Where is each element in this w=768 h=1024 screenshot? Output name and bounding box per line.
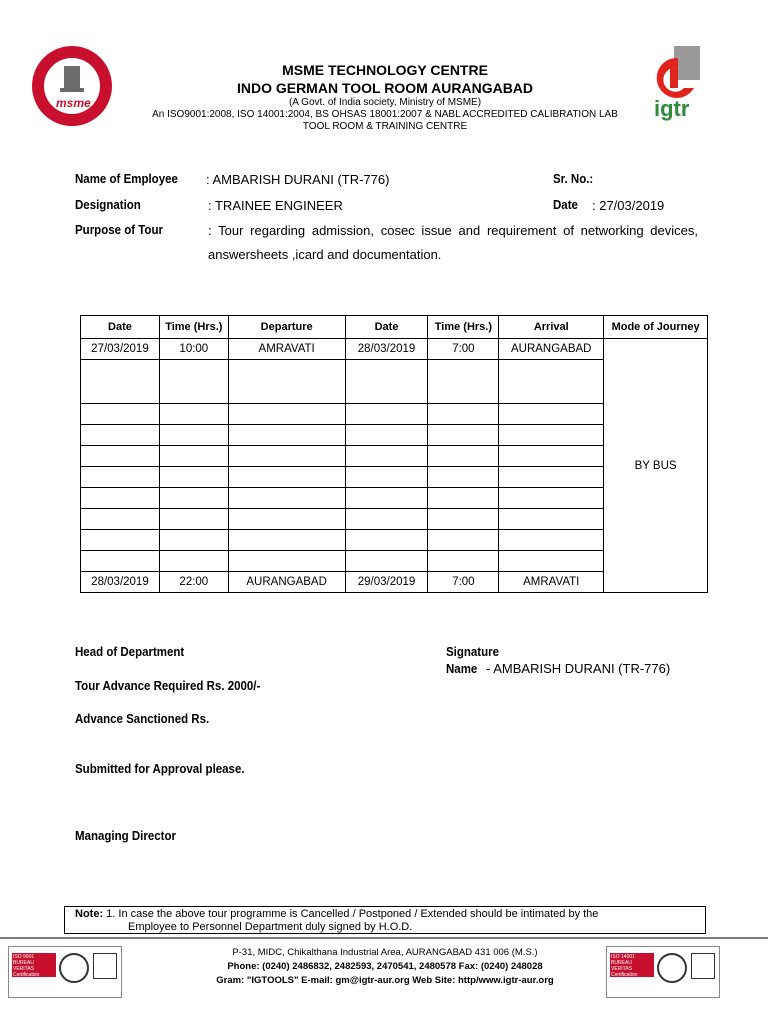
- table-cell: 29/03/2019: [345, 572, 428, 593]
- tour-table: [80, 315, 708, 593]
- date-label: Date: [553, 198, 578, 212]
- ukas-icon: [93, 953, 117, 979]
- col-header: Date: [81, 316, 160, 339]
- header-title-2: INDO GERMAN TOOL ROOM AURANGABAD: [236, 80, 534, 96]
- name-value: : AMBARISH DURANI (TR-776): [206, 172, 390, 187]
- msme-logo-text: msme: [56, 96, 91, 110]
- col-header: Departure: [228, 316, 345, 339]
- col-header: Time (Hrs.): [428, 316, 499, 339]
- header-title-1: MSME TECHNOLOGY CENTRE: [282, 62, 488, 78]
- advance-required: Tour Advance Required Rs. 2000/-: [75, 679, 261, 693]
- note-box: [64, 906, 706, 934]
- table-cell: 7:00: [428, 339, 499, 360]
- table-cell: 28/03/2019: [345, 339, 428, 360]
- col-header: Date: [345, 316, 428, 339]
- col-header: Mode of Journey: [604, 316, 708, 339]
- table-cell: 27/03/2019: [81, 339, 160, 360]
- designation-value: : TRAINEE ENGINEER: [208, 198, 343, 213]
- table-header-row: [81, 316, 708, 339]
- advance-sanctioned: Advance Sanctioned Rs.: [75, 712, 210, 726]
- cert-right-text: ISO 14001 BUREAU VERITAS Certification: [610, 953, 654, 977]
- table-cell: 10:00: [159, 339, 228, 360]
- table-cell: 28/03/2019: [81, 572, 160, 593]
- header-subtitle: (A Govt. of India society, Ministry of MSME): [288, 97, 482, 108]
- purpose-label: Purpose of Tour: [75, 223, 163, 237]
- footer-contact: Gram: "IGTOOLS" E-mail: gm@igtr-aur.org Web Site: http/www.igtr-aur.org: [216, 975, 554, 986]
- header-accreditation: An ISO9001:2008, ISO 14001:2004, BS OHSAS 18001:2007 & NABL ACCREDITED CALIBRATION LAB: [152, 109, 618, 120]
- name-label: Name of Employee: [75, 172, 178, 186]
- signature-name-label: Name: [446, 662, 478, 676]
- footer-divider: [0, 937, 768, 939]
- submitted-for-approval: Submitted for Approval please.: [75, 762, 245, 776]
- table-cell: AMRAVATI: [499, 572, 604, 593]
- table-cell: 7:00: [428, 572, 499, 593]
- col-header: Arrival: [499, 316, 604, 339]
- note-text-2: Employee to Personnel Department duly signed by H.O.D.: [128, 921, 413, 933]
- table-cell: AURANGABAD: [499, 339, 604, 360]
- table-cell: AMRAVATI: [228, 339, 345, 360]
- table-cell: 22:00: [159, 572, 228, 593]
- col-header: Time (Hrs.): [159, 316, 228, 339]
- footer-phone: Phone: (0240) 2486832, 2482593, 2470541, 2480578 Fax: (0240) 248028: [227, 961, 543, 972]
- note-text-1: 1. In case the above tour programme is Cancelled / Postponed / Extended should be intimated by the: [103, 908, 599, 920]
- bureau-veritas-icon: [657, 953, 687, 983]
- cert-badge-left: [8, 946, 122, 998]
- cert-left-text: ISO 9001 BUREAU VERITAS Certification: [12, 953, 56, 977]
- purpose-value: : Tour regarding admission, cosec issue and requirement of networking devices, answersheets ,icard and documentation.: [208, 223, 698, 262]
- igtr-logo: [650, 44, 706, 128]
- cert-badge-right: [606, 946, 720, 998]
- table-cell: AURANGABAD: [228, 572, 345, 593]
- igtr-logo-text: igtr: [654, 96, 690, 121]
- header-centre: TOOL ROOM & TRAINING CENTRE: [302, 121, 468, 132]
- signature-name-value: - AMBARISH DURANI (TR-776): [486, 661, 671, 676]
- ukas-icon: [691, 953, 715, 979]
- date-value: : 27/03/2019: [592, 198, 665, 213]
- managing-director: Managing Director: [75, 829, 176, 843]
- note-label: Note:: [75, 908, 104, 920]
- msme-logo: [30, 44, 114, 128]
- designation-label: Designation: [75, 198, 141, 212]
- table-row: [81, 339, 708, 360]
- bureau-veritas-icon: [59, 953, 89, 983]
- srno-label: Sr. No.:: [553, 172, 594, 186]
- hod-label: Head of Department: [75, 645, 185, 659]
- signature-label: Signature: [446, 645, 500, 659]
- footer-address: P-31, MIDC, Chikalthana Industrial Area, AURANGABAD 431 006 (M.S.): [232, 947, 538, 958]
- mode-of-journey: BY BUS: [604, 339, 708, 593]
